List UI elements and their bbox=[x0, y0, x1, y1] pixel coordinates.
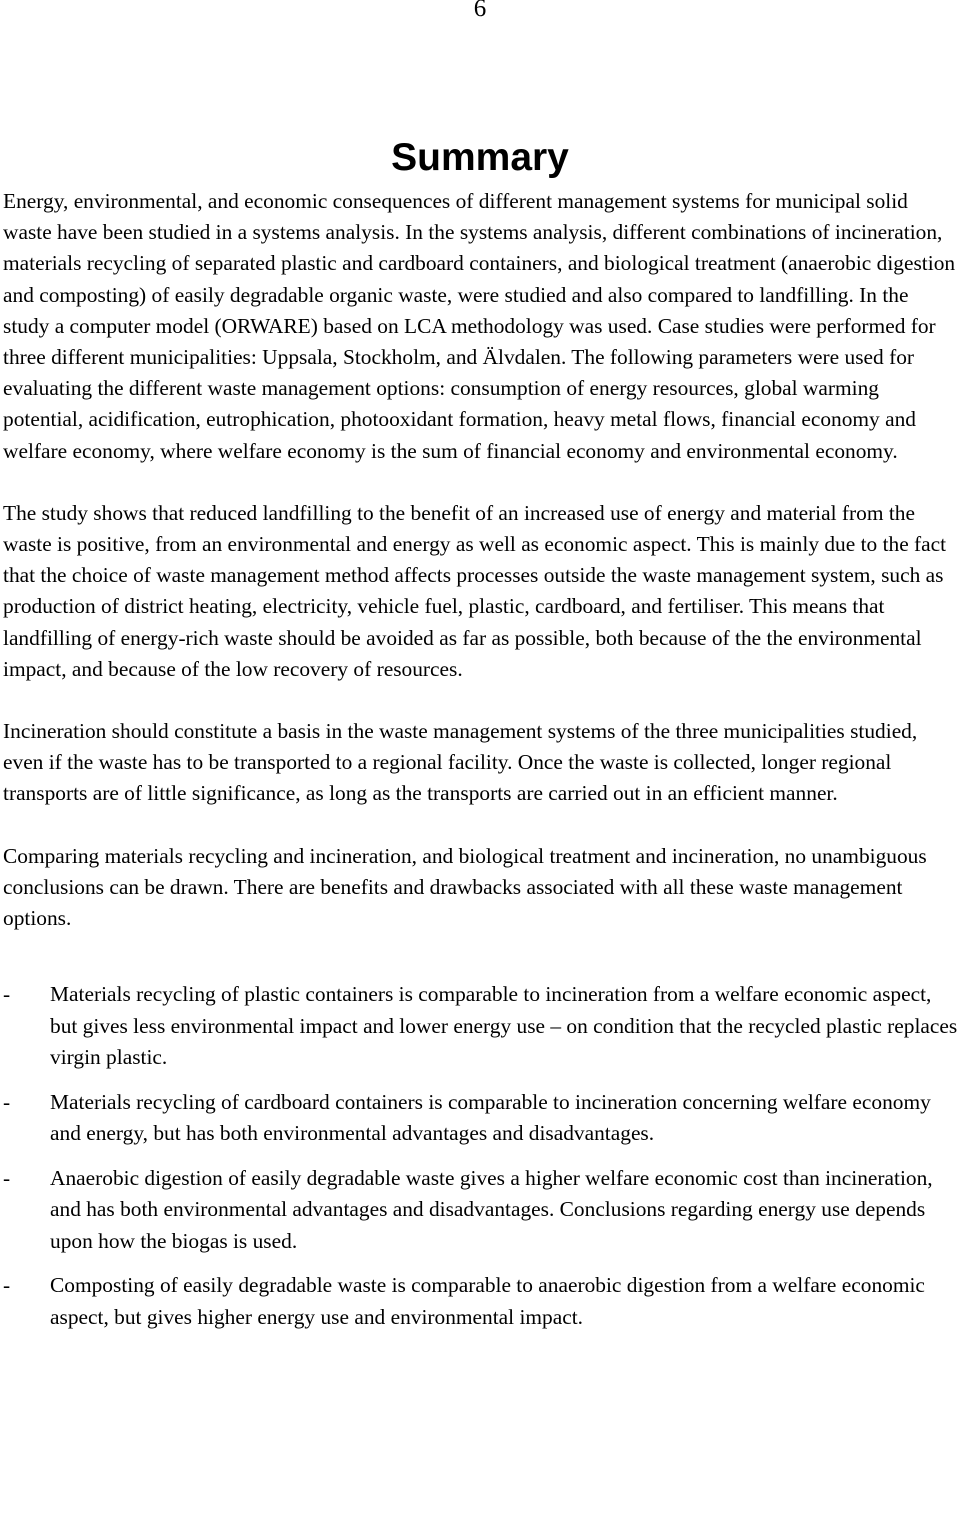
list-item bbox=[3, 1087, 958, 1150]
conclusions-list bbox=[3, 979, 958, 1333]
dash-marker: - bbox=[3, 982, 11, 1007]
list-item-text: Materials recycling of plastic containers is comparable to incineration from a welfare economic aspect, but gives less environmental impact and lower energy use – on condition that the recycled plastic replaces virgin plastic. bbox=[50, 982, 958, 1070]
paragraph-intro: Energy, environmental, and economic consequences of different management systems for municipal solid waste have been studied in a systems analysis. In the systems analysis, different combinations of incineration, materials recycling of separated plastic and cardboard containers, and biological treatment (anaerobic digestion and composting) of easily degradable organic waste, were studied and also compared to landfilling. In the study a computer model (ORWARE) based on LCA methodology was used. Case studies were performed for three different municipalities: Uppsala, Stockholm, and Älvdalen. The following parameters were used for evaluating the different waste management options: consumption of energy resources, global warming potential, acidification, eutrophication, photooxidant formation, heavy metal flows, financial economy and welfare economy, where welfare economy is the sum of financial economy and environmental economy. bbox=[3, 189, 956, 463]
page-title: Summary bbox=[391, 136, 569, 179]
paragraph-comparison: Comparing materials recycling and incineration, and biological treatment and incineration, no unambiguous conclusions can be drawn. There are benefits and drawbacks associated with all these waste management options. bbox=[3, 843, 927, 931]
dash-marker: - bbox=[3, 1165, 11, 1190]
document-body bbox=[3, 186, 958, 1346]
list-item bbox=[3, 1163, 958, 1258]
dash-marker: - bbox=[3, 1273, 11, 1298]
list-item-text: Anaerobic digestion of easily degradable waste gives a higher welfare economic cost than incineration, and has both environmental advantages and disadvantages. Conclusions regarding energy use depends upon how the biogas is used. bbox=[50, 1165, 933, 1253]
dash-marker: - bbox=[3, 1089, 11, 1114]
paragraph-incineration: Incineration should constitute a basis in the waste management systems of the three municipalities studied, even if the waste has to be transported to a regional facility. Once the waste is collected, longer regional transports are of little significance, as long as the transports are carried out in an efficient manner. bbox=[3, 719, 918, 806]
list-item-text: Materials recycling of cardboard containers is comparable to incineration concerning welfare economy and energy, but has both environmental advantages and disadvantages. bbox=[50, 1089, 931, 1146]
list-item bbox=[3, 1270, 958, 1333]
list-item bbox=[3, 979, 958, 1074]
list-item-text: Composting of easily degradable waste is comparable to anaerobic digestion from a welfare economic aspect, but gives higher energy use and environmental impact. bbox=[50, 1273, 925, 1329]
page-number: 6 bbox=[473, 0, 487, 22]
paragraph-landfilling: The study shows that reduced landfilling to the benefit of an increased use of energy and material from the waste is positive, from an environmental and energy as well as economic aspect. This is mainly due to the fact that the choice of waste management method affects processes outside the waste management system, such as production of district heating, electricity, vehicle fuel, plastic, cardboard, and fertiliser. This means that landfilling of energy-rich waste should be avoided as far as possible, both because of the the environmental impact, and because of the low recovery of resources. bbox=[3, 500, 947, 681]
